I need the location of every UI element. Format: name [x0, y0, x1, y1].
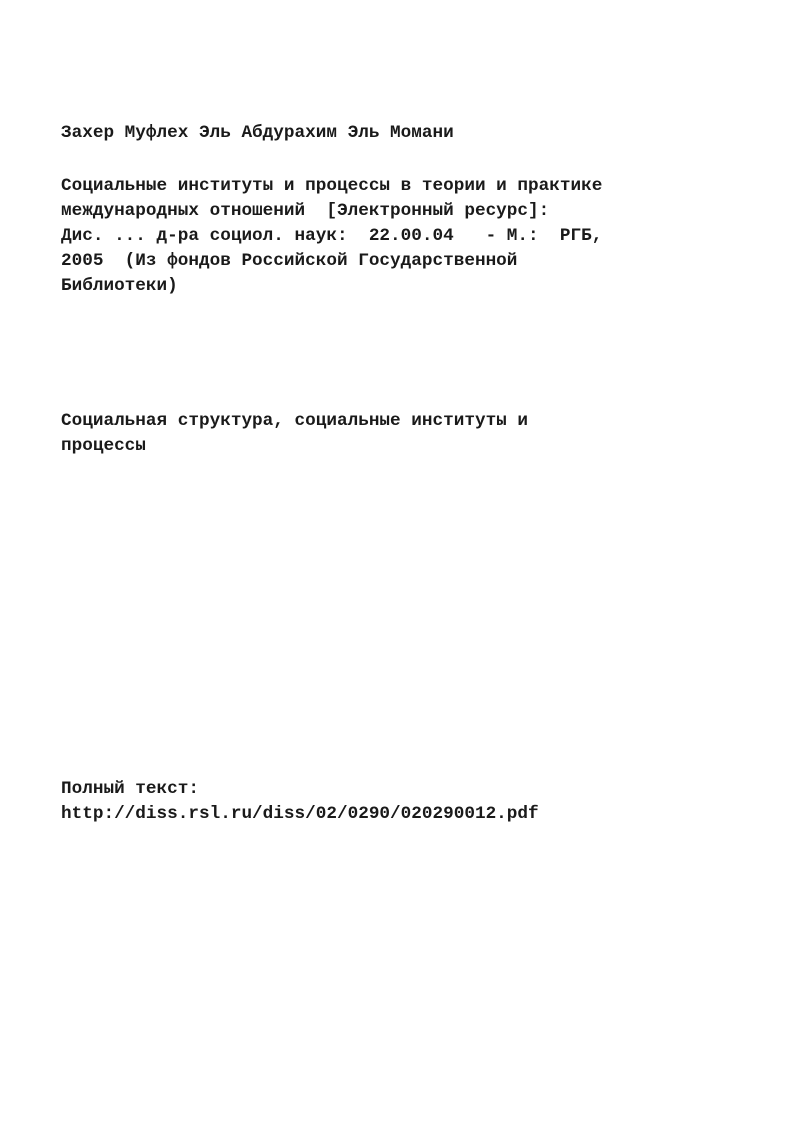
title-line: Дис. ... д-ра социол. наук: 22.00.04 - М.: РГБ,	[61, 226, 603, 246]
title-line: Социальные институты и процессы в теории и практике	[61, 176, 603, 196]
fulltext-link[interactable]: http://diss.rsl.ru/diss/02/0290/020290012.pdf	[61, 804, 539, 824]
title-line: 2005 (Из фондов Российской Государственной	[61, 251, 518, 271]
fulltext-label: Полный текст:	[61, 779, 199, 799]
title-line: международных отношений [Электронный ресурс]:	[61, 201, 550, 221]
subject-line: Социальная структура, социальные институты и	[61, 411, 529, 431]
author-line: Захер Муфлех Эль Абдурахим Эль Момани	[61, 123, 454, 143]
title-line: Библиотеки)	[61, 276, 178, 296]
subject-line: процессы	[61, 436, 146, 456]
